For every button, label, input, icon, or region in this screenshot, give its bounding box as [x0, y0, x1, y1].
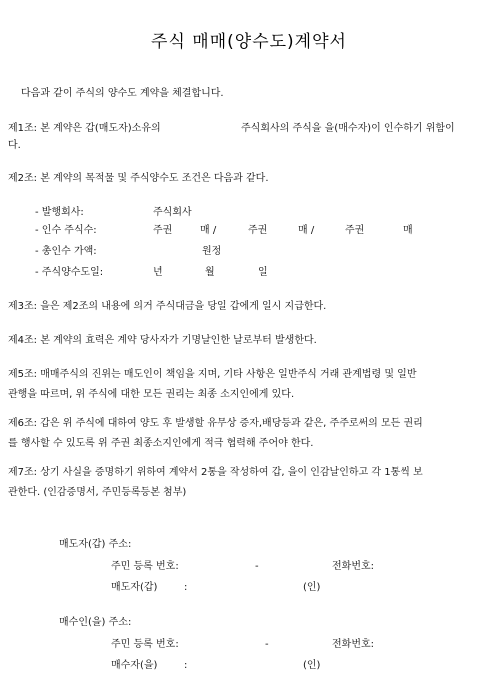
intro-text: 다음과 같이 주식의 양수도 계약을 체결합니다. — [21, 88, 224, 99]
article-5-line2: 관행을 따르며, 위 주식에 대한 모든 권리는 최종 소지인에게 있다. — [8, 389, 295, 400]
article-6-line2: 를 행사할 수 있도록 위 주권 최종소지인에게 적극 협력해 주어야 한다. — [8, 438, 314, 449]
buyer-name-colon: : — [184, 660, 188, 671]
seller-id-dash: - — [255, 561, 259, 572]
shares-col2: 매 / — [200, 225, 217, 236]
shares-col6: 매 — [403, 225, 413, 236]
article-7-line2: 관한다. (인감증명서, 주민등록등본 첨부) — [8, 487, 187, 498]
article-1-part2: 주식회사의 주식을 을(매수자)이 인수하기 위함이 — [241, 123, 455, 134]
shares-label: - 인수 주식수: — [35, 225, 97, 236]
date-month: 월 — [205, 267, 215, 278]
date-year: 년 — [153, 267, 163, 278]
buyer-phone-label: 전화번호: — [332, 639, 375, 650]
article-1-line2: 다. — [8, 140, 21, 151]
buyer-name-label: 매수자(을) — [111, 660, 158, 671]
shares-col3: 주권 — [248, 225, 268, 236]
article-2: 제2조: 본 계약의 목적물 및 주식양수도 조건은 다음과 같다. — [8, 173, 269, 184]
issuer-label: - 발행회사: — [35, 207, 84, 218]
buyer-seal: (인) — [303, 660, 321, 671]
price-label: - 총인수 가액: — [35, 246, 97, 257]
shares-col5: 주권 — [345, 225, 365, 236]
seller-seal: (인) — [303, 582, 321, 593]
article-7 — [8, 463, 486, 503]
buyer-id-dash: - — [265, 639, 269, 650]
article-7-line1: 제7조: 상기 사실을 증명하기 위하여 계약서 2통을 작성하여 갑, 을이 인감날인하고 각 1통씩 보 — [8, 467, 423, 478]
seller-id-label: 주민 등록 번호: — [111, 561, 179, 572]
seller-address-label: 매도자(갑) 주소: — [59, 539, 132, 550]
seller-phone-label: 전화번호: — [332, 561, 375, 572]
date-day: 일 — [258, 267, 268, 278]
document-title: 주식 매매(양수도)계약서 — [151, 32, 347, 52]
date-label: - 주식양수도일: — [35, 267, 104, 278]
seller-name-colon: : — [184, 582, 188, 593]
seller-name-label: 매도자(갑) — [111, 582, 158, 593]
article-3: 제3조: 을은 제2조의 내용에 의거 주식대금을 당일 갑에게 일시 지급한다. — [8, 301, 327, 312]
article-4: 제4조: 본 계약의 효력은 계약 당사자가 기명날인한 날로부터 발생한다. — [8, 335, 317, 346]
article-5-line1: 제5조: 매매주식의 진위는 매도인이 책임을 지며, 기타 사항은 일반주식 거래 관계법령 및 일반 — [8, 369, 417, 380]
issuer-value: 주식회사 — [153, 207, 192, 218]
buyer-address-label: 매수인(을) 주소: — [59, 617, 132, 628]
article-6 — [8, 414, 486, 454]
price-unit: 원정 — [202, 246, 222, 257]
article-1-part1: 제1조: 본 계약은 갑(매도자)소유의 — [8, 123, 161, 134]
article-5 — [8, 365, 486, 405]
shares-col4: 매 / — [298, 225, 315, 236]
shares-col1: 주권 — [153, 225, 173, 236]
buyer-id-label: 주민 등록 번호: — [111, 639, 179, 650]
article-6-line1: 제6조: 갑은 위 주식에 대하여 양도 후 발생할 유무상 증자,배당등과 같은, 주주로써의 모든 권리 — [8, 418, 423, 429]
